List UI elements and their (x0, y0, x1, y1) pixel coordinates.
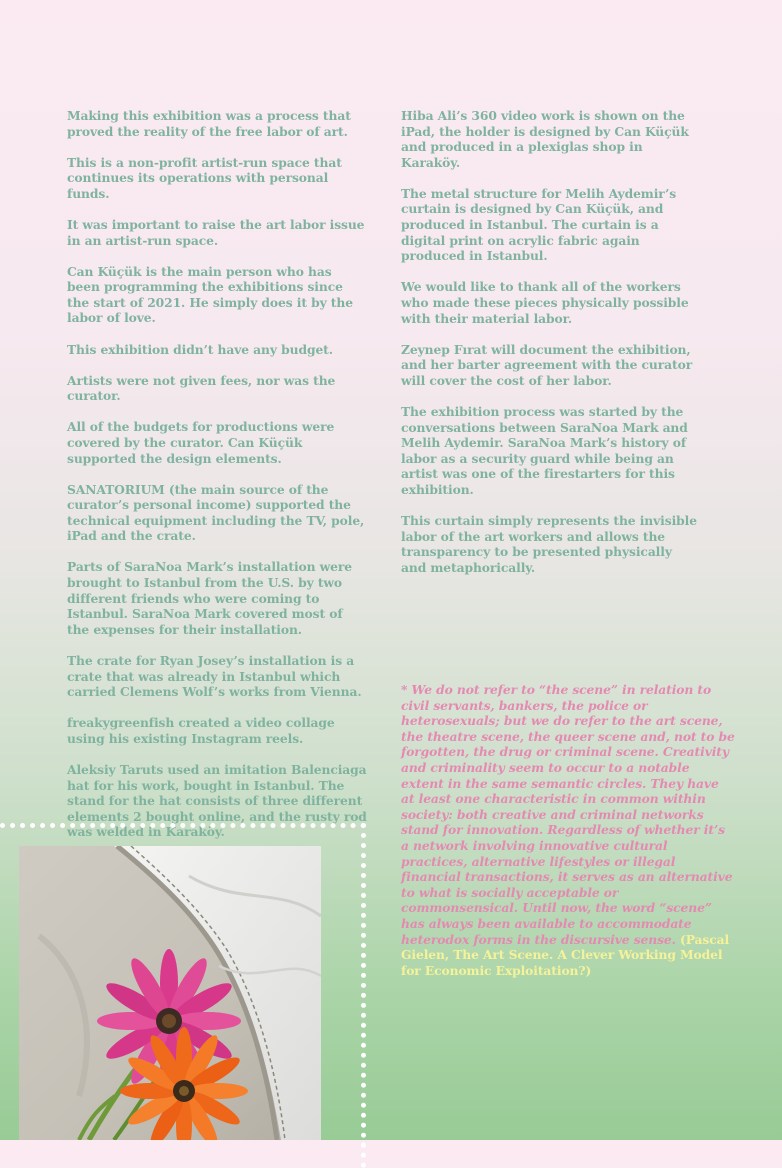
left-paragraph: The crate for Ryan Josey’s installation is a crate that was already in Istanbul which carried Clemens Wolf’s works from Vienna. (67, 652, 362, 700)
right-paragraph: Zeynep Fırat will document the exhibition, and her barter agreement with the curator will cover the cost of her labor. (401, 341, 693, 388)
footnote-citation: (Pascal Gielen, The Art Scene. A Clever Working Model for Economic Exploitation?) (401, 931, 730, 978)
left-paragraph: All of the budgets for productions were covered by the curator. Can Küçük supported the design elements. (67, 419, 335, 466)
right-paragraph: This curtain simply represents the invisible labor of the art workers and allows the transparency to be presented physically and metaphorically. (401, 512, 697, 575)
footnote-text: * We do not refer to “the scene” in relation to civil servants, bankers, the police or heterosexuals; but we do refer to the art scene, the theatre scene, the queer scene and, not to be forgotten, the drug or criminal scene. Creativity and criminality seem to occur to a notable extent in the same semantic circles. They have at least one characteristic in common within society: both creative and criminal networks stand for innovation. Regardless of whether it’s a network involving innovative cultural practices, alternative lifestyles or illegal financial transactions, it serves as an alternative to what is socially acceptable or commonsensical. Until now, the word “scene” has always been available to accommodate heterodox forms in the discursive sense. (401, 682, 735, 947)
left-paragraph: freakygreenfish created a video collage using his existing Instagram reels. (67, 715, 335, 746)
flower-photo (19, 846, 321, 1140)
left-paragraph: Parts of SaraNoa Mark’s installation were brought to Istanbul from the U.S. by two different friends who were coming to Istanbul. SaraNoa Mark covered most of the expenses for their installation. (67, 559, 352, 637)
left-paragraph: Can Küçük is the main person who has been programming the exhibitions since the start of 2021. He simply does it by the labor of love. (67, 263, 353, 326)
left-text-column (67, 108, 367, 855)
right-paragraph: The metal structure for Melih Aydemir’s curtain is designed by Can Küçük, and produced in Istanbul. The curtain is a digital print on acrylic fabric again produced in Istanbul. (401, 185, 677, 264)
flower-photo-illustration (19, 846, 321, 1140)
right-paragraph: Hiba Ali’s 360 video work is shown on the iPad, the holder is designed by Can Küçük and produced in a plexiglas shop in Karaköy. (401, 108, 689, 170)
left-paragraph: Making this exhibition was a process that proved the reality of the free labor of art. (67, 108, 351, 139)
right-text-column (401, 108, 701, 591)
left-paragraph: It was important to raise the art labor issue in an artist-run space. (67, 216, 365, 248)
left-paragraph: Artists were not given fees, nor was the curator. (67, 372, 336, 404)
right-paragraph: We would like to thank all of the workers who made these pieces physically possible with their material labor. (401, 279, 689, 326)
right-paragraph: The exhibition process was started by the conversations between SaraNoa Mark and Melih Aydemir. SaraNoa Mark’s history of labor as a security guard while being an artist was one of the firestarters for this exhibition. (401, 403, 688, 497)
left-paragraph: SANATORIUM (the main source of the curator’s personal income) supported the technical equipment including the TV, pole, iPad and the crate. (67, 481, 365, 544)
left-paragraph: This is a non-profit artist-run space that continues its operations with personal funds. (67, 154, 342, 201)
left-paragraph: Aleksiy Taruts used an imitation Balenciaga hat for his work, bought in Istanbul. The stand for the hat consists of three different elements 2 bought online, and the rusty rod was welded in Karaköy. (67, 761, 367, 840)
left-paragraph: This exhibition didn’t have any budget. (67, 341, 333, 357)
footnote (401, 682, 736, 978)
